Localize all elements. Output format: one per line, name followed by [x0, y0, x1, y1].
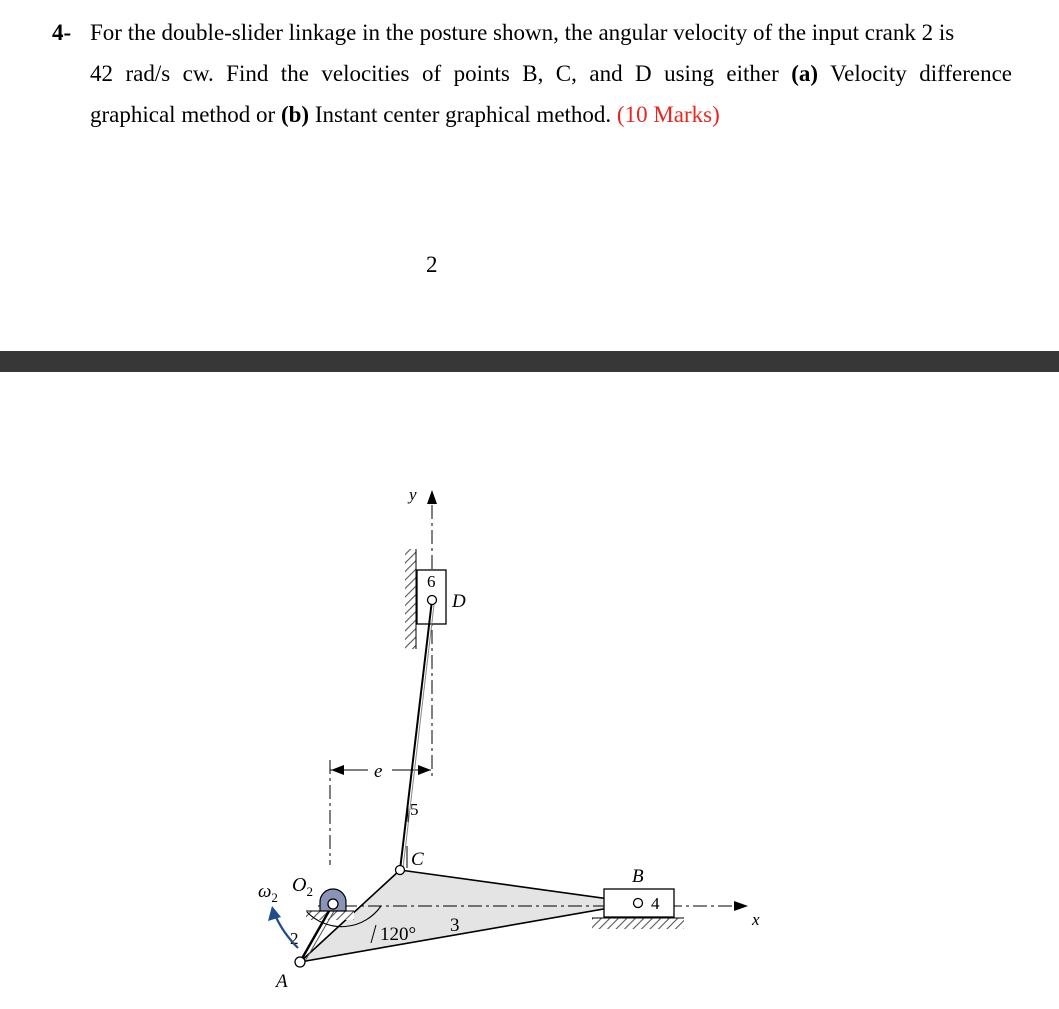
x-axis-label: x	[752, 910, 760, 929]
point-b-label: B	[632, 866, 644, 887]
question-text-1: For the double-slider linkage in the posture shown, the angular velocity of the input crank 2 is	[90, 20, 955, 45]
marks-label: (10 Marks)	[616, 102, 720, 127]
pin-d	[428, 596, 437, 605]
omega-label: $\omega_2$	[258, 881, 278, 905]
y-axis-arrow	[427, 490, 437, 504]
vertical-ground-hatch	[405, 549, 416, 649]
ground-pivot-o2	[328, 899, 338, 909]
omega-arrowhead	[268, 906, 281, 921]
point-c-label: C	[411, 849, 424, 870]
point-a-label: A	[276, 971, 288, 992]
crank-2-label: 2	[290, 929, 299, 948]
pin-c	[396, 866, 405, 875]
question-line-3: graphical method or (b) Instant center graphical method. (10 Marks)	[90, 102, 720, 127]
offset-label: e	[374, 761, 383, 782]
question-line-2: 42 rad/s cw. Find the velocities of points B, C, and D using either (a) Velocity difference	[90, 61, 1013, 86]
offset-arrow-left	[331, 765, 344, 775]
pin-b	[634, 899, 643, 908]
offset-arrow-right	[418, 765, 431, 775]
pivot-o2-label: $O_2$	[292, 874, 313, 899]
slider-6-label: 6	[427, 572, 436, 591]
angle-label: 120°	[380, 924, 417, 945]
page-number: 2	[426, 252, 438, 277]
y-axis-label: y	[409, 485, 417, 504]
horizontal-ground-hatch	[592, 918, 684, 929]
option-b: (b)	[280, 102, 310, 127]
option-a: (a)	[791, 61, 819, 86]
x-axis-arrow	[734, 901, 748, 911]
link-3-label: 3	[450, 915, 460, 936]
coupler-5-label: 5	[410, 800, 419, 819]
slider-4-label: 4	[651, 894, 660, 913]
point-d-label: D	[452, 591, 466, 612]
pin-a	[295, 957, 305, 967]
question-number: 4-	[52, 20, 72, 45]
